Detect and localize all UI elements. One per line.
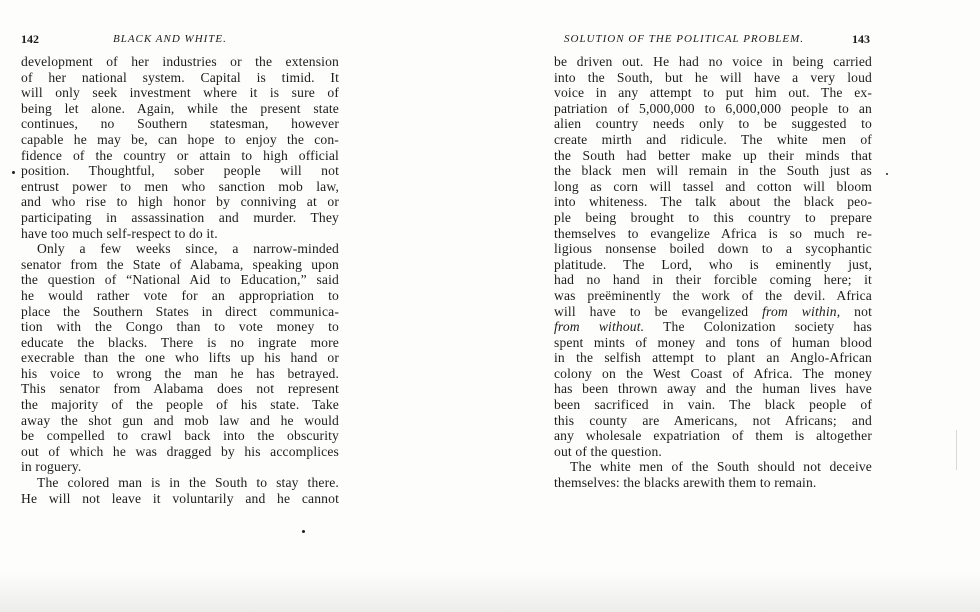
text-line [554,475,872,491]
text-line [21,366,339,382]
line-text: ligious nonsense boiled down to a sycophantic [554,241,872,257]
line-text: participating in assassination and murder. They [21,209,339,225]
line-text: he would rather vote for an appropriation to [21,287,339,303]
text-line [21,381,339,397]
line-text: platitude. The Lord, who is eminently just, [554,256,872,272]
text-line [21,319,339,335]
text-line [21,163,339,179]
text-line [21,116,339,132]
line-text: been sacrificed in vain. The black people of [554,397,872,413]
text-line [21,210,339,226]
line-text: was preëminently the work of the devil. Africa [554,287,872,303]
text-line [554,210,872,226]
scan-speck [12,171,15,174]
line-text: execrable than the one who lifts up his hand or [21,350,339,366]
line-text: will only seek investment where it is sure of [21,85,339,101]
line-text: of her national system. Capital is timid. It [21,69,339,85]
text-line [554,350,872,366]
text-line [554,101,872,117]
text-line [21,70,339,86]
text-line [554,179,872,195]
line-text: will have to be evangelized [554,303,749,319]
line-text: the black men will remain in the South just as [554,163,872,179]
text-line [21,148,339,164]
text-line [554,459,872,475]
line-text: into the South, but he will have a very loud [554,69,872,85]
line-text: into whiteness. The talk about the black peo- [554,194,872,210]
line-text: The colored man is in the South to stay there. [37,475,339,491]
text-line [554,444,872,460]
text-line [554,194,872,210]
text-line [21,397,339,413]
line-text: colony on the West Coast of Africa. The money [554,365,872,381]
line-text: his voice to wrong the man he has betrayed. [21,365,339,381]
text-line [21,85,339,101]
right-text-column [554,54,872,491]
line-text: away the shot gun and mob law and he would [21,412,339,428]
text-line [21,475,339,491]
line-text: had no hand in their forcible coming here; it [554,272,872,288]
line-text: and who rise to high honor by conniving at or [21,194,339,210]
text-line [554,163,872,179]
line-text: out of which he was dragged by his accomplices [21,443,339,459]
line-text: have too much self-respect to do it. [21,225,218,241]
line-text: any wholesale expatriation of them is altogether [554,428,872,444]
text-line [554,272,872,288]
right-running-title: SOLUTION OF THE POLITICAL PROBLEM. [564,33,805,45]
line-text: in roguery. [21,459,82,475]
text-line [554,335,872,351]
line-text: fidence of the country or attain to high official [21,147,339,163]
line-text: voice in any attempt to put him out. The ex- [554,85,872,101]
line-text: create mirth and ridicule. The white men of [554,131,872,147]
text-line [554,257,872,273]
line-text: the majority of the people of his state. Take [21,397,339,413]
text-line [21,101,339,117]
text-line [21,179,339,195]
line-text: long as corn will tassel and cotton will bloom [554,178,872,194]
line-text: ple being brought to this country to prepare [554,209,872,225]
left-running-title: BLACK AND WHITE. [113,33,227,45]
text-line [554,319,872,335]
line-text: themselves to evangelize Africa is so much re- [554,225,872,241]
text-line [21,350,339,366]
text-line [554,366,872,382]
line-text: position. Thoughtful, sober people will not [21,163,339,179]
text-line [554,241,872,257]
line-text: be compelled to crawl back into the obscurity [21,428,339,444]
line-text: educate the blacks. There is no ingrate more [21,334,339,350]
left-text-column [21,54,339,506]
italic-phrase: from without. [554,319,645,335]
line-text: spent mints of money and tons of human blood [554,334,872,350]
line-text: the question of “National Aid to Education,” said [21,272,339,288]
line-text: themselves: the blacks arewith them to remain. [554,475,817,491]
text-line [21,288,339,304]
line-text: capable he may be, can hope to enjoy the con- [21,131,339,147]
text-line [21,428,339,444]
right-page-number: 143 [852,32,870,46]
text-line [554,397,872,413]
text-line [554,226,872,242]
text-line [554,54,872,70]
line-text: development of her industries or the extension [21,54,339,69]
text-line [21,132,339,148]
text-line [554,132,872,148]
line-text: being let alone. Again, while the present state [21,100,339,116]
scan-speck [302,530,305,533]
text-line [21,226,339,242]
text-line [21,444,339,460]
left-running-head [21,31,339,47]
text-line [554,85,872,101]
text-line [554,304,872,320]
line-text: He will not leave it voluntarily and he cannot [21,490,339,506]
text-line [21,257,339,273]
line-text: The white men of the South should not deceive [570,459,872,475]
scan-speck [886,173,888,175]
text-line [554,288,872,304]
text-line [21,194,339,210]
line-text: The Colonization society has [663,319,872,335]
line-text: place the Southern States in direct communica- [21,303,339,319]
text-line [21,459,339,475]
text-line [21,241,339,257]
text-line [554,413,872,429]
right-page [490,0,980,612]
left-page-number: 142 [21,32,39,46]
line-text: in the selfish attempt to plant an Anglo-African [554,350,872,366]
text-line [554,70,872,86]
text-line [21,54,339,70]
line-text: be driven out. He had no voice in being carried [554,54,872,69]
line-text: alien country needs only to be suggested to [554,116,872,132]
text-line [21,272,339,288]
line-text: senator from the State of Alabama, speaking upon [21,256,339,272]
margin-mark [956,430,957,470]
text-line [554,148,872,164]
line-text: Only a few weeks since, a narrow-minded [37,241,339,257]
line-text: the South had better make up their minds that [554,147,872,163]
line-text: patriation of 5,000,000 to 6,000,000 people to an [554,100,872,116]
line-text: entrust power to men who sanction mob law, [21,178,339,194]
line-text-tail: not [854,303,872,319]
italic-phrase: from within, [762,303,841,319]
line-text: This senator from Alabama does not represent [21,381,339,397]
text-line [21,491,339,507]
right-running-head [564,31,870,47]
text-line [554,116,872,132]
text-line [21,304,339,320]
text-line [554,428,872,444]
line-text: has been thrown away and the human lives have [554,381,872,397]
line-text: continues, no Southern statesman, however [21,116,339,132]
text-line [21,335,339,351]
line-text: out of the question. [554,443,662,459]
line-text: tion with the Congo than to vote money to [21,319,339,335]
text-line [21,413,339,429]
line-text: this county are Americans, not Africans; and [554,412,872,428]
text-line [554,381,872,397]
